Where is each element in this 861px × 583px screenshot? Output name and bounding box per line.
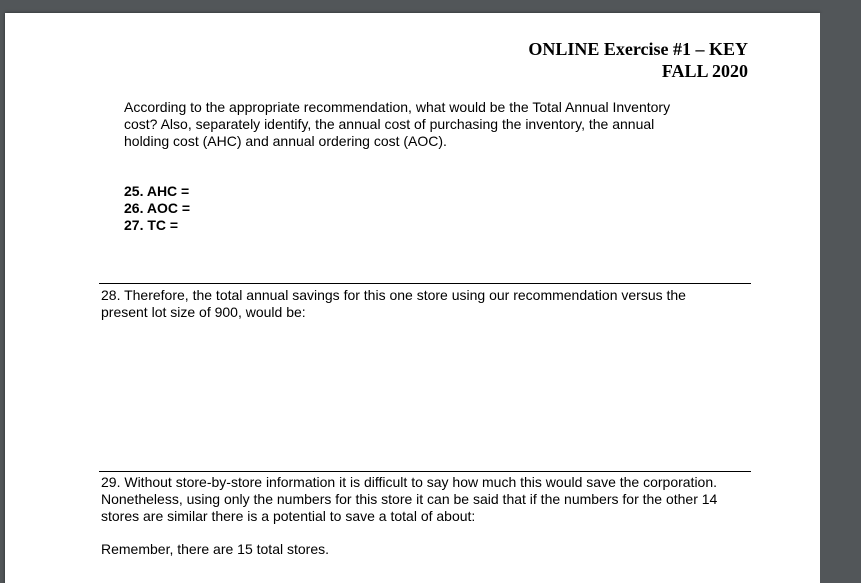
item-aoc: 26. AOC = [124,200,191,216]
intro-line: cost? Also, separately identify, the annual cost of purchasing the inventory, the annual [124,116,655,132]
question-line: 29. Without store-by-store information it is difficult to say how much this would save the corporation. [101,474,718,490]
remember-note: Remember, there are 15 total stores. [101,541,329,557]
question-29 [101,474,761,525]
question-line: 28. Therefore, the total annual savings for this one store using our recommendation versus the [101,287,686,303]
header-term: FALL 2020 [661,61,748,81]
document-page [5,13,820,583]
header-title: ONLINE Exercise #1 – KEY [528,39,748,59]
document-header [528,38,748,82]
item-ahc: 25. AHC = [124,183,190,199]
question-line: stores are similar there is a potential to save a total of about: [101,508,476,524]
answer-items [124,183,190,234]
section-divider [99,283,751,284]
viewer-background [820,13,861,583]
question-line: present lot size of 900, would be: [101,304,306,320]
intro-line: According to the appropriate recommendation, what would be the Total Annual Inventory [124,99,671,115]
item-tc: 27. TC = [124,217,179,233]
intro-line: holding cost (AHC) and annual ordering cost (AOC). [124,133,447,149]
question-line: Nonetheless, using only the numbers for this store it can be said that if the numbers for the other 14 [101,491,718,507]
section-divider [99,471,751,472]
question-28 [101,287,741,321]
intro-paragraph [124,99,724,150]
